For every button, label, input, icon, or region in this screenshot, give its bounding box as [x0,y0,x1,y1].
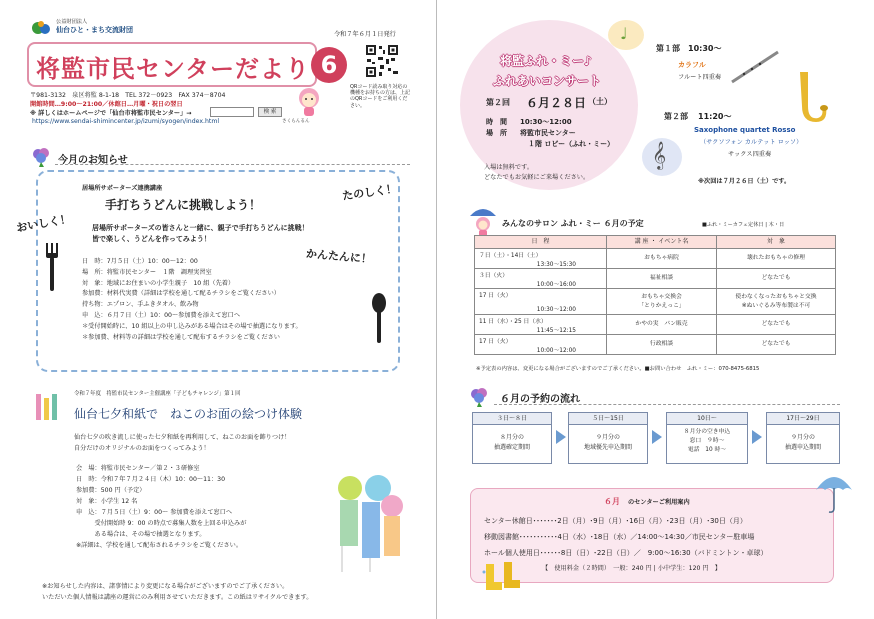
usage-title-num: ６月 [604,497,620,506]
concert-title-1: 将監ふれ・ミー♪ [500,54,592,68]
tanabata-title: 仙台七夕和紙で ねこのお面の絵つけ体験 [74,407,303,421]
udon-place: 場 所：将監市民センター １階 調理実習室 [82,268,212,276]
flow-divider [494,404,840,405]
tanabata-details [76,463,246,551]
concert-date: ６月２８日 [526,96,587,110]
row-target: どなたでも [761,321,791,327]
salon-footnote: ※予定表の内容は、変更になる場合がございますのでご了承ください。■お問い合わせ ふれ・ミー：070-8475-6815 [476,366,760,372]
umbrella-mascot-icon [468,202,498,238]
salon-note: ■ふれ・ミーカフェ定休日 | 木・日 [702,222,785,228]
part2-time: 11:20～ [698,112,732,121]
part1-label: 第１部 [656,44,680,53]
row-time: 10:30～12:00 [536,307,576,313]
part2-type: サックス四重奏 [728,151,772,158]
table-row [474,249,836,269]
tanabata-note: ※詳細は、学校を通して配布されるチラシをご覧ください。 [76,542,243,549]
tanabata-apply: 申 込：７月５日（土）9：00～ 参加費を添えて窓口へ [76,509,233,516]
tanabata-streamer-icon [30,392,64,422]
tanabata-apply-3: ある場合は、その場で抽選となります。 [76,531,206,538]
step-label: ９月分の [790,434,815,441]
table-row [474,289,836,315]
issue-date: 令和７年６月１日発行 [334,31,396,38]
step-label-3: 電話 10 時～ [687,447,727,453]
flow-step-2 [568,412,648,464]
udon-desc-2: 皆で楽しく、うどんを作ってみよう！ [92,235,211,243]
salon-table-header [474,235,836,249]
row-event: おもちゃ交換会 [641,294,682,300]
row-target: どなたでも [761,275,791,281]
tanabata-fee: 参加費：500 円（予定） [76,487,146,494]
salon-table [474,235,836,355]
tanabata-decoration [326,472,406,574]
concert-free-1: 入場は無料です。 [484,164,534,171]
flow-step-3 [666,412,748,464]
row-event: 福祉相談 [607,269,717,288]
udon-date: 日 時：7月５日（土）10：00～12：00 [82,258,198,265]
part2-kana: （サクソフォン カルテット ロッソ） [700,139,803,146]
address-line: 〒981-3132 泉区将監 8-1-18 TEL 372－0923 FAX 374－8704 [30,92,226,99]
flute-icon [730,50,780,84]
step-label-2: 地域優先申込期間 [583,444,632,451]
row-time: 10:00～16:00 [536,282,576,288]
salon-title: みんなのサロン ふれ・ミー ６月の予定 [502,219,644,228]
step-label-2: 抽選確定期間 [493,444,530,451]
org-sub: 公益財団法人 [56,19,88,25]
step-label-2: 窓口 ９時～ [689,438,725,444]
concert-place-1: 将監市民センター [520,129,576,137]
part1-time: 10:30～ [688,44,722,53]
udon-apply: 申 込：６月７日（土）10：00～参加費を添えて窓口へ [82,311,241,319]
udon-details [82,257,302,343]
flow-step-4 [766,412,840,464]
concert-round: 第２回 [486,98,510,107]
hydrangea-icon [30,145,52,167]
hydrangea-icon [468,385,490,407]
usage-title: のセンターご利用案内 [628,499,690,506]
mascot-name: さくらんるん [282,119,310,124]
table-row [474,315,836,335]
row-event: おもちゃ病院 [607,249,717,268]
step-dates: 10日～ [667,413,747,425]
masthead-title: 将監市民センターだより [36,55,311,83]
step-label: ９月分の [595,434,620,441]
row-event: 行政相談 [607,335,717,354]
flow-title: ６月の予約の流れ [500,394,580,405]
fork-icon [42,243,64,293]
search-note: ※ 詳しくはホームページで「仙台市将監市民センター」→ [30,110,192,117]
tanabata-venue: 会 場：将監市民センター／第２・３研修室 [76,465,200,472]
part2-name: Saxophone quartet Rosso [694,126,796,134]
flow-arrow-icon [752,430,762,444]
col-event: 講 座 ・ イベント名 [607,236,717,248]
bubble-tanoshiku: たのしく！ [341,182,398,203]
hours-line: 開館時間…9:00～21:00／休館日…月曜・祝日の翌日 [30,101,183,108]
tanabata-target: 対 象：小学生 12 名 [76,498,138,505]
step-dates: 17日～29日 [767,413,839,425]
udon-items: 持ち物：エプロン、手ふきタオル、飲み物 [82,301,199,309]
row-date: 11 日（水）・25 日（水） [479,319,547,325]
usage-closed-days: センター休館日･･･････2日（月）･9日（月）･16日（月）･23日（月）･30日（月） [484,517,747,525]
row-event: かやの実 パン販売 [607,315,717,334]
udon-target: 対 象：地域にお住まいの小学生親子 10 組（先着） [82,279,235,287]
spoon-icon [368,293,390,343]
right-page [438,0,874,619]
concert-time-label: 時 間 [486,118,507,126]
row-time: 11:45～12:15 [536,328,576,334]
part1-type: フルート四重奏 [678,74,722,81]
flow-arrow-icon [556,430,566,444]
udon-fee: 参加費：材料代実費（詳細は学校を通して配るチラシをご覧ください） [82,290,280,298]
umbrella-icon [814,468,854,514]
step-dates: ３日～８日 [473,413,551,425]
concert-time: 10:30～12:00 [520,118,572,126]
udon-note-2: ＊参加費、材料等の詳細は学校を通して配布するチラシをご覧ください [82,333,280,341]
part2-label: 第２部 [664,112,688,121]
tanabata-series: 令和７年度 将監市民センター主催講座「子どもチャレンジ」第１回 [74,391,241,397]
part1-name: カラフル [678,61,706,69]
table-row [474,335,836,355]
notice-divider [55,164,410,165]
udon-series: 居場所サポーターズ連携講座 [82,185,163,192]
row-target: 壊れたおもちゃの修理 [747,255,805,261]
step-label: ８月分の [499,434,524,441]
step-label: ８月分の空き申込 [683,429,731,435]
music-note-icon: ♩ [620,24,628,43]
row-date: 17 日（火） [479,293,512,299]
row-date: ７日（土）・14日（土） [479,253,542,259]
search-button[interactable]: 検 索 [258,107,282,117]
row-date: 17 日（火） [479,339,512,345]
issue-number: 6 [311,47,347,83]
udon-note-1: ＊受付開始時に、10 組以上の申し込みがある場合はその場で抽選になります。 [82,322,302,330]
col-target: 対 象 [766,238,785,245]
bubble-kantan: かんたんに！ [305,247,373,266]
rain-boots-icon [480,560,522,592]
row-target: どなたでも [761,341,791,347]
row-event-sub: 「とりかえっこ」 [638,303,685,309]
row-target: 使わなくなったおもちゃと交換 [735,294,817,300]
tanabata-desc-2: 自分だけのオリジナルのお面をつくってみよう！ [74,445,210,452]
bubble-oishiku: おいしく！ [15,212,72,235]
usage-hall-days: ホール個人使用日･･････8日（日）･22日（日）／ 9:00～16:30（バドミントン・卓球） [484,549,768,557]
concert-place-label: 場 所 [486,129,507,137]
usage-mobile-library: 移動図書館･･･････････4日（水）･18日（水）／14:00～14:30／市民センター駐車場 [484,533,755,541]
concert-place-2: １階 ロビー（ふれ・ミー） [528,140,615,148]
saxophone-icon [792,70,828,124]
treble-clef-icon: 𝄞 [652,141,667,169]
row-time: 10:00～12:00 [536,348,576,354]
search-box[interactable] [210,107,254,117]
flow-step-1 [472,412,552,464]
tanabata-date: 日 時：令和７年７月２４日（木）10：00～11：30 [76,476,226,483]
col-date: 日 程 [475,236,607,248]
flow-arrow-icon [652,430,662,444]
udon-desc-1: 居場所サポーターズの皆さんと一緒に、親子で手打ちうどんに挑戦！ [92,224,309,232]
website-link[interactable]: https://www.sendai-shimincenter.jp/izumi/syogen/index.html [32,118,220,125]
concert-free-2: どなたでもお気軽にご来場ください。 [484,174,590,181]
concert-next: ※次回は７月２６日（土）です。 [698,178,791,185]
usage-fee: 【 使用料金（２時間） 一般：240 円 | 小中学生：120 円 】 [542,565,721,572]
notice-heading: 今月のお知らせ [58,155,128,166]
table-row [474,269,836,289]
foundation-logo [30,20,54,36]
qr-note: QRコード読み取り対応の機種をお持ちの方は、上記のQRコードをご利用ください。 [350,84,411,109]
row-target-sub: ※ぬいぐるみ等布製は不可 [741,303,811,309]
footnote-2: いただいた個人情報は講座の運営にのみ利用させていただきます。この紙はリサイクルできます。 [42,594,313,601]
row-date: ３日（火） [479,273,508,279]
footnote-1: ※お知らせした内容は、諸事情により変更になる場合がございますのでご了承ください。 [42,583,289,590]
tanabata-apply-2: 受付開始時 9：00 の時点で募集人数を上回る申込みが [76,520,247,527]
concert-title-2: ふれあいコンサート [493,74,602,88]
tanabata-desc-1: 仙台七夕の吹き流しに使った七夕和紙を再利用して、ねこのお面を飾りつけ！ [74,434,291,441]
org-name: 仙台ひと・まち交流財団 [56,26,133,34]
qr-code[interactable] [365,44,399,78]
step-dates: ５日～15日 [569,413,647,425]
step-label-2: 抽選申込期間 [784,444,821,451]
row-time: 13:30～15:30 [536,262,576,268]
udon-title: 手打ちうどんに挑戦しよう！ [105,198,262,212]
mascot-sakura-icon [290,86,328,118]
concert-dow: （土） [588,97,612,106]
